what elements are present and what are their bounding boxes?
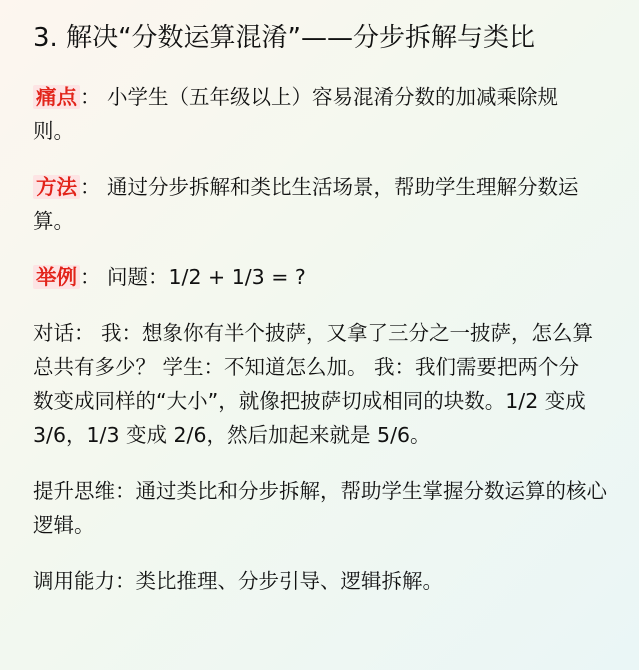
pain-point-separator: ： <box>80 85 101 109</box>
example-label: 举例 <box>33 265 80 289</box>
pain-point-label: 痛点 <box>33 85 80 109</box>
dialogue-paragraph: 对话： 我：想象你有半个披萨，又拿了三分之一披萨，怎么算总共有多少？ 学生：不知道怎么加。 我：我们需要把两个分数变成同样的“大小”，就像把披萨切成相同的块数。1/2 变成 3/6，1/3 变成 2/6，然后加起来就是 5/6。 <box>33 321 594 447</box>
section-title: 3. 解决“分数运算混淆”——分步拆解与类比 <box>33 23 536 53</box>
thinking-paragraph: 提升思维：通过类比和分步拆解，帮助学生掌握分数运算的核心逻辑。 <box>33 479 607 537</box>
pain-point-text: 小学生（五年级以上）容易混淆分数的加减乘除规则。 <box>33 85 559 143</box>
example-separator: ： <box>80 265 101 289</box>
method-label: 方法 <box>33 175 80 199</box>
pain-point-paragraph <box>33 80 593 148</box>
ability-paragraph: 调用能力：类比推理、分步引导、逻辑拆解。 <box>33 569 443 593</box>
example-text: 问题：1/2 + 1/3 = ? <box>100 265 306 289</box>
method-paragraph <box>33 170 605 238</box>
example-paragraph <box>33 260 605 294</box>
method-text: 通过分步拆解和类比生活场景，帮助学生理解分数运算。 <box>33 175 579 233</box>
method-separator: ： <box>80 175 101 199</box>
